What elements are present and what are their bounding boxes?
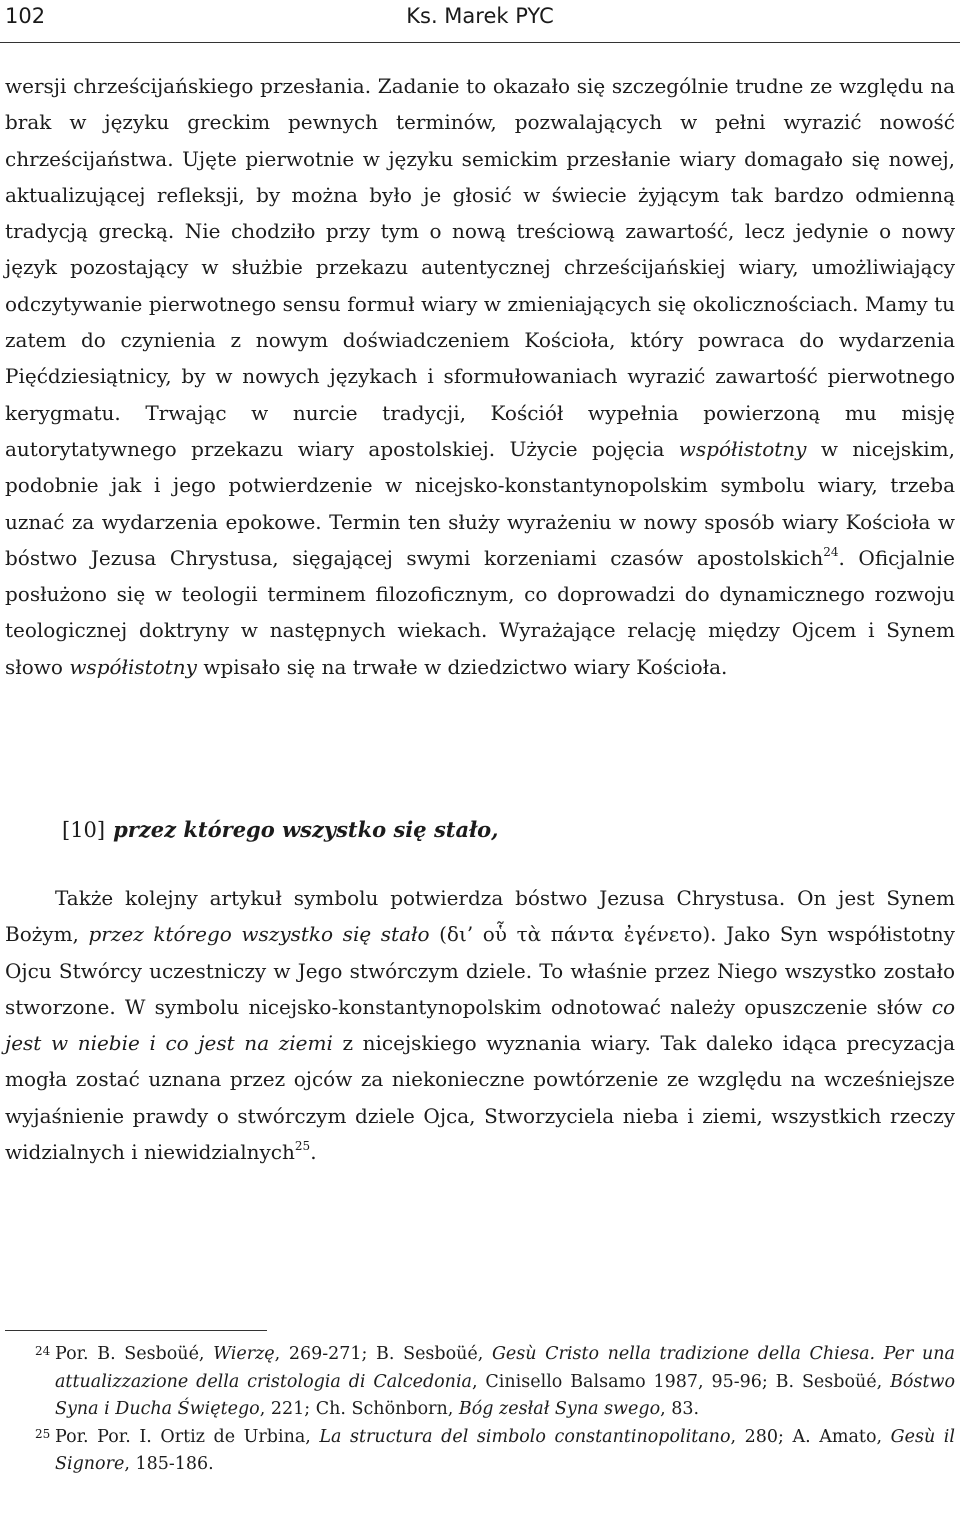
footnote-title: Gesù il Signore (55, 1426, 955, 1475)
italic-term: współistotny (678, 436, 807, 461)
footnote-ref-24[interactable]: 24 (823, 544, 839, 559)
footnote-title: La structura del simbolo constantinopolitano (319, 1426, 731, 1447)
text-run: w nicejskim, podobnie jak i jego potwierdzenie w nicejsko-konstantynopolskim symbolu wiary, trzeba uznać za wydarzenia epokowe. Termin ten służy wyrażeniu w nowy sposób wiary Kościoła w bóstwo Jezusa Chrystusa, sięgającej swymi korzeniami czasów apostolskich (5, 436, 955, 570)
footnote-number: 24 (35, 1344, 51, 1358)
footnote-title: Gesù Cristo nella tradizione della Chiesa. Per una attualizzazione della cristologia di Calcedonia (55, 1344, 955, 1392)
section-title: przez którego wszystko się stało, (113, 817, 499, 842)
header-rule (0, 42, 960, 43)
text-run: . (310, 1140, 317, 1165)
footnote-text: Por. Por. I. Ortiz de Urbina, (55, 1426, 320, 1447)
section-number: [10] (62, 818, 106, 842)
text-run: . Oficjalnie posłużono się w teologii terminem filozoficznym, co doprowadzi do dynamicznego rozwoju teologicznej doktryny w następnych wiekach. Wyrażające relację między Ojcem i Synem słowo (5, 545, 955, 679)
text-run: wpisało się na trwałe w dziedzictwo wiary Kościoła. (196, 654, 728, 679)
text-run: wersji chrześcijańskiego przesłania. Zadanie to okazało się szczególnie trudne ze względu na brak w języku greckim pewnych terminów, pozwalających w pełni wyrazić nowość chrześcijaństwa. Ujęte pierwotnie w języku semickim przesłanie wiary domagało się nowej, aktualizującej refleksji, by można było je głosić w świecie żyjącym tak bardzo odmienną tradycją grecką. Nie chodziło przy tym o nową treściową zawartość, lecz jedynie o nowy język pozostający w służbie przekazu autentycznej chrześcijańskiej wiary, umożliwiający odczytywanie pierwotnego sensu formuł wiary w zmieniających się okolicznościach. Mamy tu zatem do czynienia z nowym doświadczeniem Kościoła, który powraca do wydarzenia Pięćdziesiątnicy, by w nowych językach i sformułowaniach wyrazić zawartość pierwotnego kerygmatu. Trwając w nurcie tradycji, Kościół wypełnia powierzoną mu misję autorytatywnego przekazu wiary apostolskiej. Użycie pojęcia (5, 74, 955, 461)
footnote-text: Por. B. Sesboüé, (55, 1344, 214, 1364)
footnote-text: , Cinisello Balsamo 1987, 95-96; B. Sesboüé, (471, 1371, 891, 1392)
footnote-rule (5, 1330, 267, 1331)
italic-term: współistotny (69, 654, 197, 679)
body-paragraph-2 (5, 880, 955, 1170)
footnote-25 (5, 1424, 955, 1479)
footnote-number: 25 (35, 1426, 51, 1441)
text-run: Także kolejny artykuł symbolu potwierdza bóstwo Jezusa Chrystusa. On jest Synem Bożym, (5, 886, 955, 947)
footnote-title: Bóg zesłał Syna swego (458, 1399, 661, 1420)
page-header (0, 0, 960, 44)
greek-quote: (δι’ οὗ τὰ πάντα ἐγένετο). (429, 922, 727, 947)
footnote-text: , 269-271; B. Sesboüé, (274, 1344, 492, 1364)
footnote-title: Wierzę (213, 1344, 275, 1364)
footnotes (5, 1341, 955, 1479)
text-run: Jako Syn współistotny Ojcu Stwórcy uczestniczy w Jego stwórczym dziele. To właśnie przez Niego wszystko zostało stworzone. W symbolu nicejsko-konstantynopolskim odnotować należy opuszczenie słów (5, 922, 955, 1019)
footnote-text: , 83. (660, 1399, 700, 1420)
footnote-text: , 221; Ch. Schönborn, (259, 1399, 459, 1420)
text-run: z nicejskiego wyznania wiary. Tak daleko idąca precyzacja mogła zostać uznana przez ojców za niekonieczne powtórzenie ze względu na wcześniejsze wyjaśnienie prawdy o stwórczym dziele Ojca, Stworzyciela nieba i ziemi, wszystkich rzeczy widzialnych i niewidzialnych (5, 1031, 955, 1165)
footnote-24 (5, 1341, 955, 1424)
page-number: 102 (5, 4, 46, 28)
running-head: Ks. Marek PYC (406, 4, 554, 28)
body-paragraph-1 (5, 68, 955, 685)
section-heading (62, 812, 498, 848)
italic-quote: co jest w niebie i co jest na ziemi (5, 994, 955, 1056)
footnote-title: Bóstwo Syna i Ducha Świętego (55, 1371, 955, 1420)
footnote-ref-25[interactable]: 25 (294, 1139, 311, 1154)
footnote-text: , 185-186. (124, 1454, 214, 1475)
italic-quote: przez którego wszystko się stało (88, 922, 430, 947)
footnote-text: , 280; A. Amato, (730, 1426, 891, 1447)
